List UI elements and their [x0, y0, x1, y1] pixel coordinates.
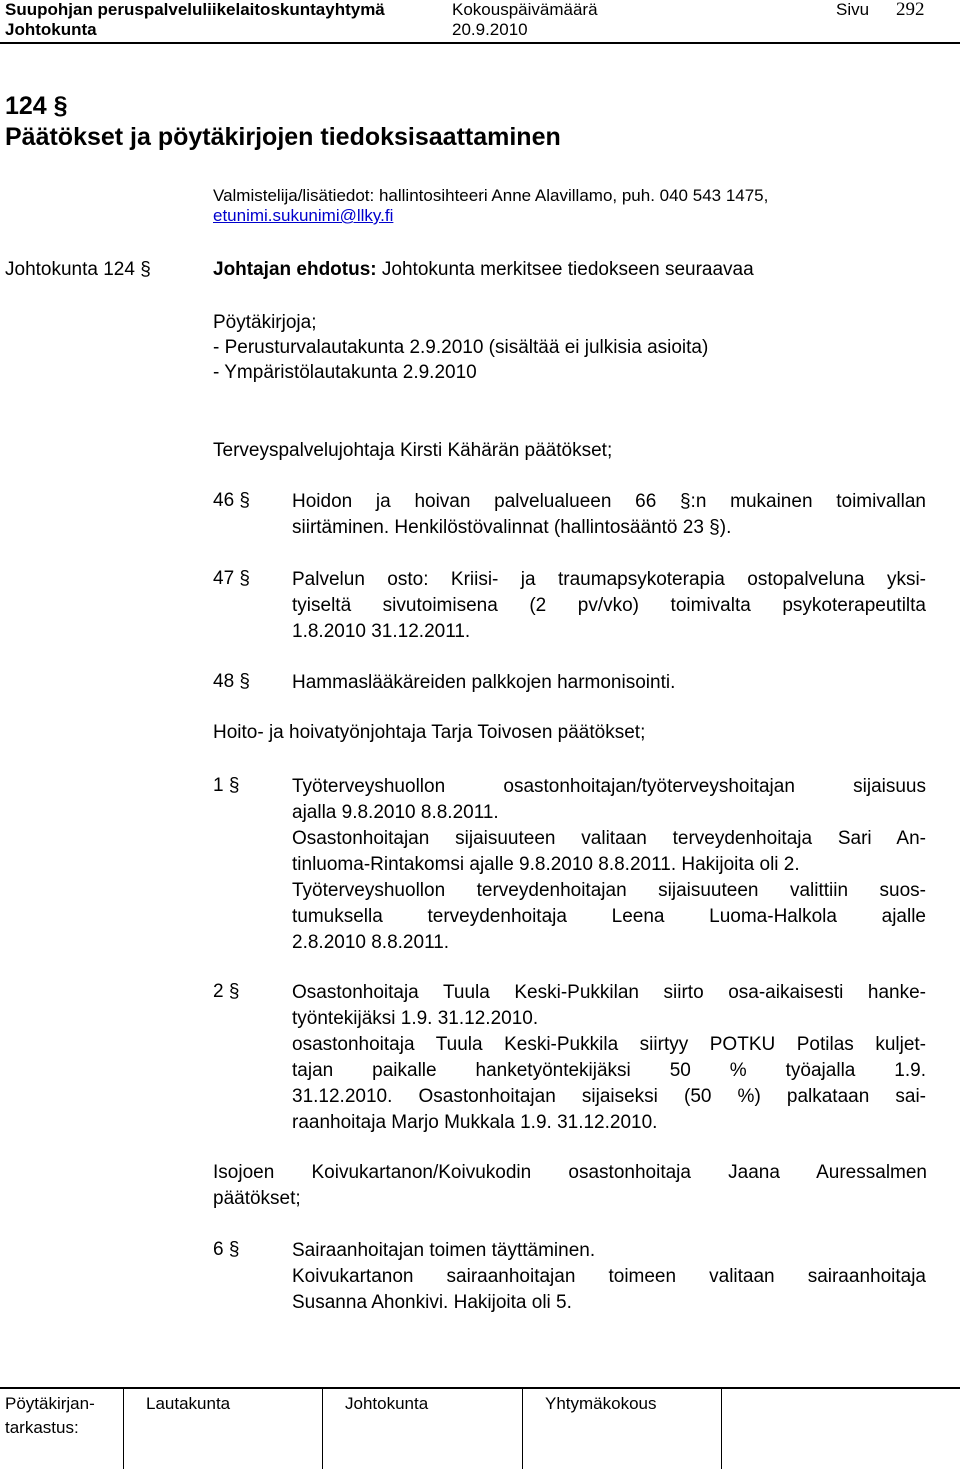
decision-number: 6 § [213, 1239, 240, 1260]
footer-divider [522, 1389, 523, 1469]
minutes-item: - Perusturvalautakunta 2.9.2010 (sisältää ei julkisia asioita) [213, 337, 709, 358]
footer-col-johtokunta: Johtokunta [345, 1394, 429, 1413]
header-rule [0, 42, 960, 44]
decision-text: Sairaanhoitajan toimen täyttäminen. Koivukartanon sairaanhoitajan toimeen valitaan sairaanhoitaja Susanna Ahonkivi. Hakijoita oli 5. [292, 1240, 926, 1313]
proposal-label: Johtajan ehdotus: [213, 259, 377, 280]
group3-heading: Isojoen Koivukartanon/Koivukodin osastonhoitaja Jaana Auressalmen päätökset; [213, 1162, 927, 1209]
footer-rule [0, 1387, 960, 1389]
body-name: Johtokunta [5, 20, 97, 39]
proposal-text: Johtokunta merkitsee tiedokseen seuraavaa [376, 259, 754, 280]
footer-divider [322, 1389, 323, 1469]
footer-col-lautakunta: Lautakunta [146, 1394, 231, 1413]
decision-text: Hammaslääkäreiden palkkojen harmonisointi. [292, 672, 676, 693]
decision-number: 47 § [213, 568, 250, 589]
decision-text: Hoidon ja hoivan palvelualueen 66 §:n mukainen toimivallan siirtäminen. Henkilöstövalinnat (hallintosääntö 23 §). [292, 491, 926, 538]
meeting-date-label: Kokouspäivämäärä [452, 0, 598, 19]
footer-divider [721, 1389, 722, 1469]
proposal [213, 259, 754, 281]
decision-number: 48 § [213, 671, 250, 692]
proposal-ref: Johtokunta 124 § [5, 259, 151, 280]
group1-heading: Terveyspalvelujohtaja Kirsti Kähärän päätökset; [213, 440, 613, 461]
minutes-item: - Ympäristölautakunta 2.9.2010 [213, 362, 477, 383]
decision-number: 46 § [213, 490, 250, 511]
page-label: Sivu [836, 0, 870, 19]
footer-divider [123, 1389, 124, 1469]
email-link[interactable]: etunimi.sukunimi@llky.fi [213, 206, 394, 225]
organization-name: Suupohjan peruspalveluliikelaitoskuntayhtymä [5, 0, 385, 19]
decision-text: Työterveyshuollon osastonhoitajan/työterveyshoitajan sijaisuus ajalla 9.8.2010 8.8.2011. Osastonhoitajan sijaisuuteen valitaan terveydenhoitaja Sari An- tinluoma-Rintakomsi ajalle 9.8.2010 8.8.2011. Hakijoita oli 2. Työterveyshuollon terveydenhoitajan sijaisuuteen valittiin suos- tumuksella terveydenhoitaja Leena Luoma-Halkola ajalle 2.8.2010 8.8.2011. [292, 776, 926, 953]
verification-label-2: tarkastus: [5, 1418, 79, 1437]
preparer-line: Valmistelija/lisätiedot: hallintosihteeri Anne Alavillamo, puh. 040 543 1475, [213, 186, 769, 205]
verification-label: Pöytäkirjan- [5, 1394, 95, 1413]
section-number: 124 § [5, 92, 68, 120]
footer-col-yhtymakokous: Yhtymäkokous [545, 1394, 657, 1413]
preparer-email[interactable] [213, 206, 393, 226]
decision-number: 2 § [213, 981, 240, 1002]
decision-text: Osastonhoitaja Tuula Keski-Pukkilan siirto osa-aikaisesti hanke- työntekijäksi 1.9. 31.12.2010. osastonhoitaja Tuula Keski-Pukkila siirtyy POTKU Potilas kuljet- tajan paikalle hanketyöntekijäksi 50 % työajalla 1.9. 31.12.2010. Osastonhoitajan sijaiseksi (50 %) palkataan sai- raanhoitaja Marjo Mukkala 1.9. 31.12.2010. [292, 982, 926, 1133]
section-title: Päätökset ja pöytäkirjojen tiedoksisaattaminen [5, 123, 561, 151]
decision-text: Palvelun osto: Kriisi- ja traumapsykoterapia ostopalveluna yksi- tyiseltä sivutoimisena (2 pv/vko) toimivalta psykoterapeutilta 1.8.2010 31.12.2011. [292, 569, 926, 642]
page-number: 292 [896, 0, 925, 20]
minutes-heading: Pöytäkirjoja; [213, 312, 317, 333]
decision-number: 1 § [213, 775, 240, 796]
group2-heading: Hoito- ja hoivatyönjohtaja Tarja Toivosen päätökset; [213, 722, 646, 743]
meeting-date: 20.9.2010 [452, 20, 528, 39]
